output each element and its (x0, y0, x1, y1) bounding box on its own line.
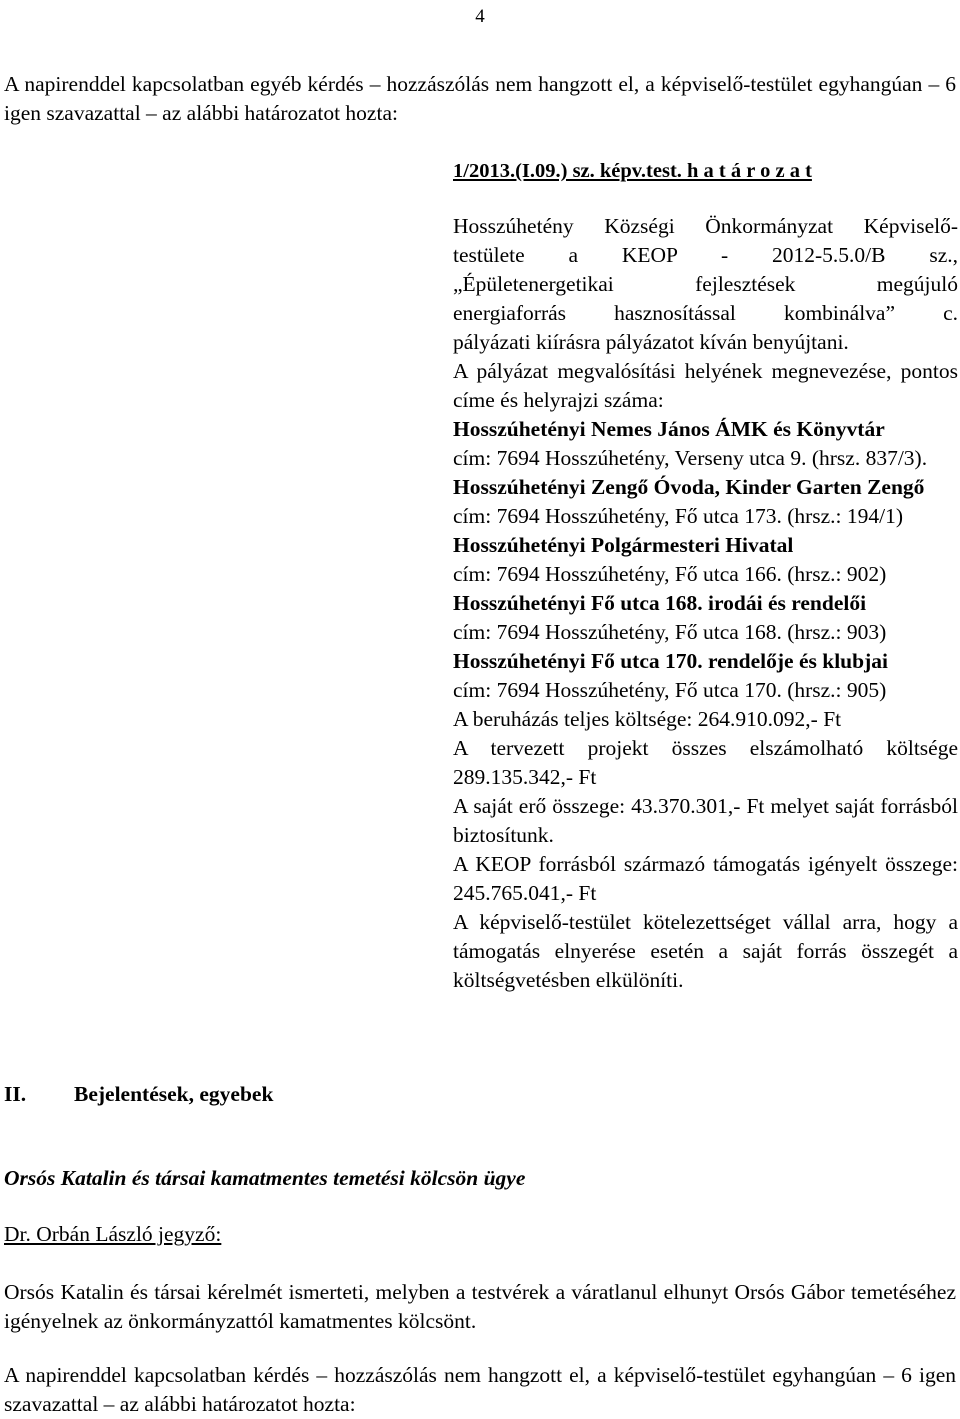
section-title: Bejelentések, egyebek (74, 1082, 274, 1106)
resolution-header: 1/2013.(I.09.) sz. képv.test. h a t á r o z a t (453, 160, 812, 182)
location-address: cím: 7694 Hosszúhetény, Fő utca 166. (hrsz.: 902) (453, 562, 887, 586)
topic-title: Orsós Katalin és társai kamatmentes temetési kölcsön ügye (4, 1166, 526, 1190)
location-name: Hosszúhetényi Fő utca 168. irodái és rendelői (453, 591, 867, 615)
resolution-text-line: Hosszúhetény Községi Önkormányzat Képviselő- (453, 214, 958, 238)
location-name: Hosszúhetényi Fő utca 170. rendelője és klubjai (453, 649, 888, 673)
cost-total: A beruházás teljes költsége: 264.910.092,- Ft (453, 707, 842, 731)
location-address: cím: 7694 Hosszúhetény, Verseny utca 9. (hrsz. 837/3). (453, 446, 928, 470)
speaker-label: Dr. Orbán László jegyző: (4, 1222, 222, 1246)
location-address: cím: 7694 Hosszúhetény, Fő utca 173. (hrsz.: 194/1) (453, 504, 904, 528)
resolution-text-line: „Épületenergetikai fejlesztések megújuló (453, 272, 958, 296)
keop-support: A KEOP forrásból származó támogatás igényelt összege: 245.765.041,- Ft (453, 852, 958, 905)
location-name: Hosszúhetényi Nemes János ÁMK és Könyvtár (453, 417, 885, 441)
page-number: 4 (475, 6, 485, 27)
location-address: cím: 7694 Hosszúhetény, Fő utca 170. (hrsz.: 905) (453, 678, 887, 702)
intro-paragraph: A napirenddel kapcsolatban egyéb kérdés – hozzászólás nem hangzott el, a képviselő-testület egyhangúan – 6 igen szavazattal – az alábbi határozatot hozta: (4, 72, 956, 125)
resolution-text-line: energiaforrás hasznosítással kombinálva” c. (453, 301, 958, 325)
resolution-block (453, 157, 958, 995)
resolution-text-line: testülete a KEOP - 2012-5.5.0/B sz., (453, 243, 958, 267)
location-address: cím: 7694 Hosszúhetény, Fő utca 168. (hrsz.: 903) (453, 620, 887, 644)
section-heading (4, 1080, 273, 1109)
location-name: Hosszúhetényi Zengő Óvoda, Kinder Garten Zengő (453, 475, 925, 499)
resolution-text-line: pályázati kiírásra pályázatot kíván benyújtani. (453, 330, 849, 354)
location-intro: A pályázat megvalósítási helyének megnevezése, pontos címe és helyrajzi száma: (453, 359, 958, 412)
own-funds: A saját erő összege: 43.370.301,- Ft melyet saját forrásból biztosítunk. (453, 794, 958, 847)
cost-eligible: A tervezett projekt összes elszámolható költsége 289.135.342,- Ft (453, 736, 958, 789)
paragraph-request: Orsós Katalin és társai kérelmét ismerteti, melyben a testvérek a váratlanul elhunyt Orsós Gábor temetéséhez igényelnek az önkormányzattól kamatmentes kölcsönt. (4, 1280, 956, 1333)
commitment: A képviselő-testület kötelezettséget vállal arra, hogy a támogatás elnyerése esetén a saját forrás összegét a költségvetésben elkülöníti. (453, 910, 958, 992)
location-name: Hosszúhetényi Polgármesteri Hivatal (453, 533, 794, 557)
section-number: II. (4, 1082, 27, 1106)
paragraph-vote: A napirenddel kapcsolatban kérdés – hozzászólás nem hangzott el, a képviselő-testület egyhangúan – 6 igen szavazattal – az alábbi határozatot hozta: (4, 1363, 956, 1416)
